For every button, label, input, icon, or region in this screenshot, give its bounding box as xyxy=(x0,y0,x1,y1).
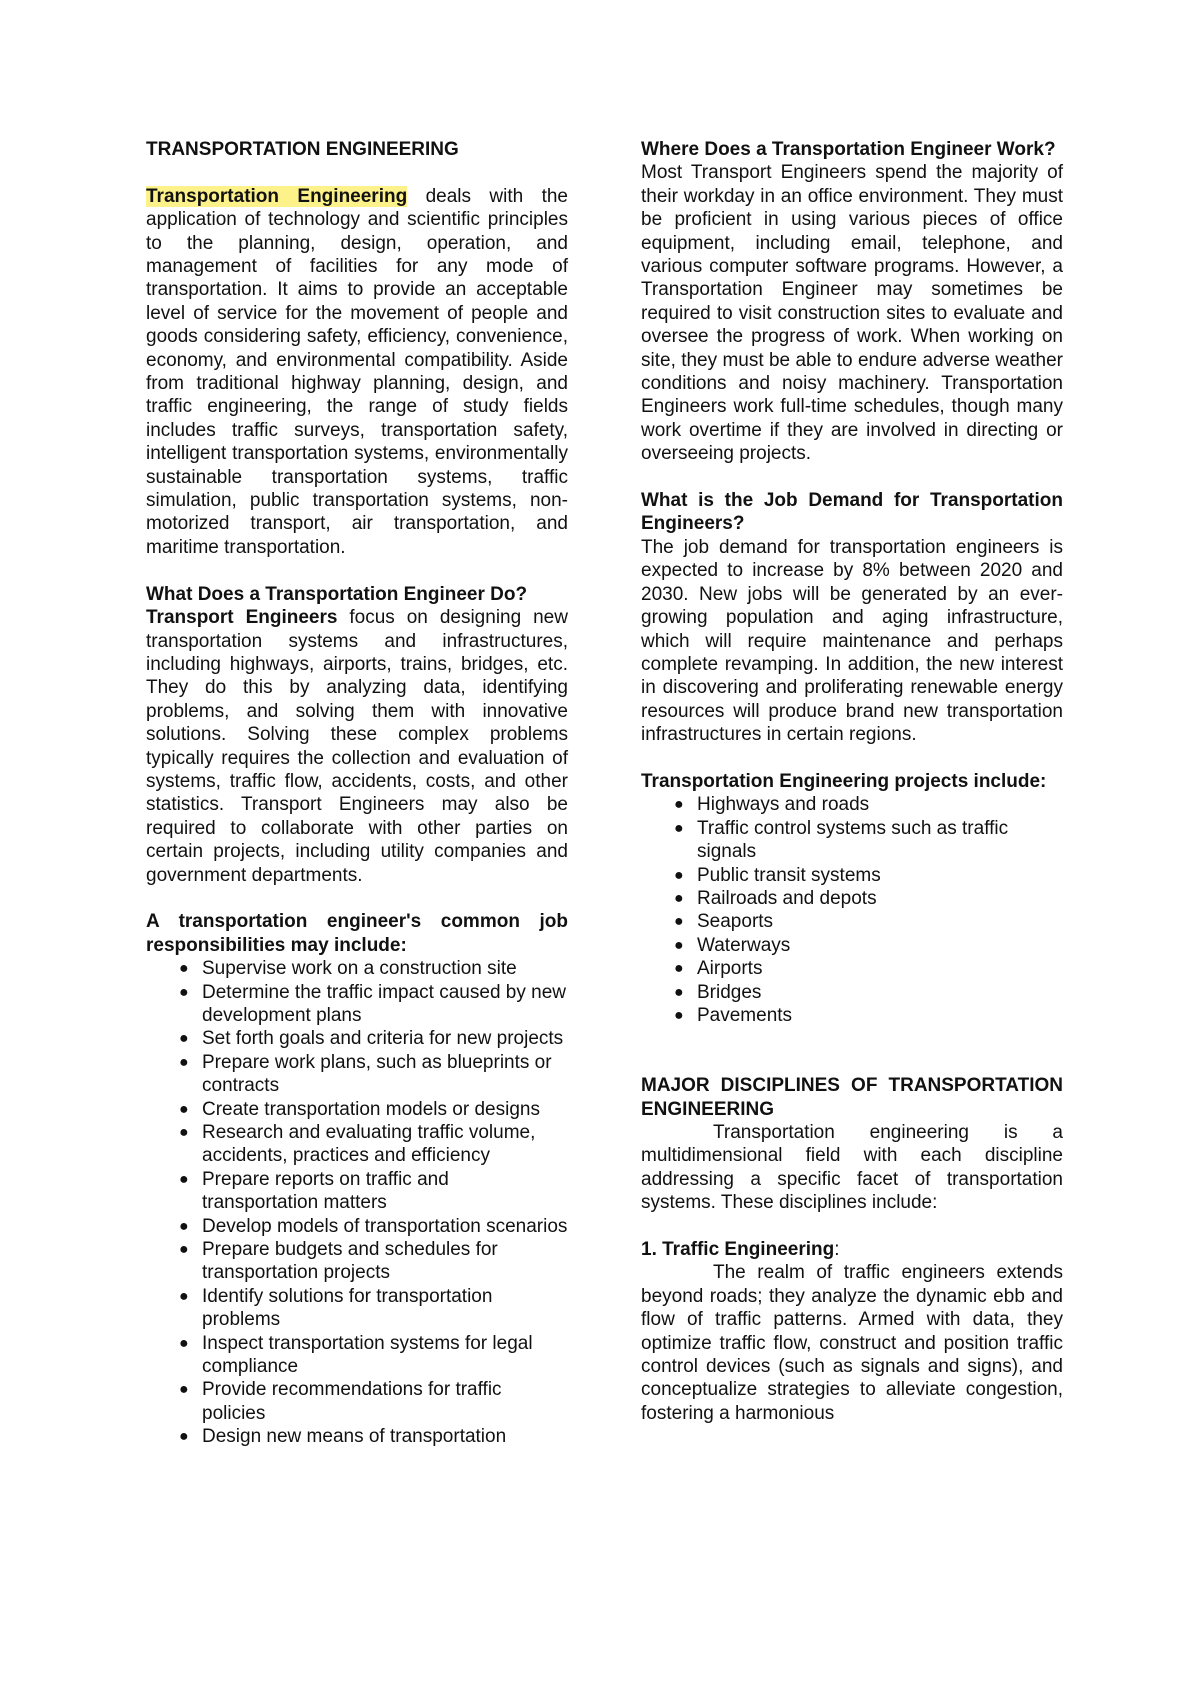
list-item: ● Pavements xyxy=(674,1005,793,1026)
document-title: TRANSPORTATION ENGINEERING xyxy=(146,139,459,160)
list-item: ● Design new means of transportation xyxy=(179,1426,507,1448)
list-item: ● Traffic control systems such as traffic signals xyxy=(674,817,1009,863)
what-do-heading: What Does a Transportation Engineer Do? xyxy=(146,583,528,605)
responsibilities-heading: A transportation engineer's common job responsibilities may include: xyxy=(146,911,568,956)
list-item: ● Set forth goals and criteria for new projects xyxy=(179,1028,564,1050)
bullet-icon: ● xyxy=(179,1241,189,1259)
left-column xyxy=(146,138,568,1449)
demand-heading: What is the Job Demand for Transportation Engineers? xyxy=(641,490,1063,535)
list-item: ● Develop models of transportation scenarios xyxy=(179,1215,568,1237)
list-item: ● Railroads and depots xyxy=(674,887,877,909)
spacer xyxy=(641,1215,1063,1238)
bullet-icon: ● xyxy=(674,819,684,837)
bullet-icon: ● xyxy=(674,960,684,978)
spacer xyxy=(146,161,568,184)
responsibilities-list xyxy=(146,957,568,1449)
spacer xyxy=(146,559,568,582)
right-column xyxy=(641,138,1063,1425)
bullet-icon: ● xyxy=(179,1124,189,1142)
intro-paragraph xyxy=(146,185,568,560)
bullet-icon: ● xyxy=(179,1381,189,1399)
list-item: ● Prepare budgets and schedules for transportation projects xyxy=(179,1239,498,1284)
spacer xyxy=(641,1027,1063,1074)
projects-heading: Transportation Engineering projects include: xyxy=(641,770,1047,792)
highlighted-term: Transportation Engineering xyxy=(146,185,408,207)
projects-list xyxy=(641,793,1063,1027)
major-disciplines-paragraph: Transportation engineering is a multidimensional field with each discipline addressing a specific facet of transportation systems. These disciplines include: xyxy=(641,1122,1063,1214)
bullet-icon: ● xyxy=(674,913,684,931)
major-disciplines-heading: MAJOR DISCIPLINES OF TRANSPORTATION ENGINEERING xyxy=(641,1075,1063,1120)
spacer xyxy=(641,466,1063,489)
traffic-engineering-paragraph: The realm of traffic engineers extends beyond roads; they analyze the dynamic ebb and flow of traffic patterns. Armed with data, they optimize traffic flow, construct and position traffic control devices (such as signals and signs), and conceptualize strategies to alleviate congestion, fostering a harmonious xyxy=(641,1262,1063,1424)
list-item: ● Supervise work on a construction site xyxy=(179,958,517,980)
list-item: ● Prepare work plans, such as blueprints or contracts xyxy=(179,1051,552,1097)
list-item: ● Create transportation models or designs xyxy=(179,1098,540,1120)
where-heading: Where Does a Transportation Engineer Work? xyxy=(641,139,1056,160)
bullet-icon: ● xyxy=(674,866,684,884)
list-item: ● Research and evaluating traffic volume, accidents, practices and efficiency xyxy=(179,1122,536,1167)
list-item: ● Airports xyxy=(674,958,763,980)
list-item: ● Provide recommendations for traffic policies xyxy=(179,1379,502,1424)
bullet-icon: ● xyxy=(179,1334,189,1352)
bullet-icon: ● xyxy=(674,796,684,814)
list-item: ● Public transit systems xyxy=(674,864,881,886)
traffic-engineering-heading: 1. Traffic Engineering: xyxy=(641,1239,840,1261)
bullet-icon: ● xyxy=(179,1428,189,1446)
bullet-icon: ● xyxy=(674,1007,684,1024)
bullet-icon: ● xyxy=(179,1030,189,1048)
what-do-text: focus on designing new transportation systems and infrastructures, including highways, airports, trains, bridges, etc. They do this by analyzing data, identifying problems, and solving them with innovative solutions. Solving these complex problems typically requires the collection and evaluation of systems, traffic flow, accidents, costs, and other statistics. Transport Engineers may also be required to collaborate with other parties on certain projects, including utility companies and government departments. xyxy=(146,607,568,886)
spacer xyxy=(146,887,568,910)
list-item: ● Determine the traffic impact caused by new development plans xyxy=(179,981,566,1026)
bullet-icon: ● xyxy=(674,983,684,1001)
bullet-icon: ● xyxy=(179,960,189,978)
bullet-icon: ● xyxy=(179,983,189,1001)
list-item: ● Seaports xyxy=(674,911,774,933)
bullet-icon: ● xyxy=(674,889,684,907)
list-item: ● Identify solutions for transportation problems xyxy=(179,1285,493,1331)
bold-term: Transport Engineers xyxy=(146,607,338,629)
what-do-paragraph xyxy=(146,606,568,887)
bullet-icon: ● xyxy=(179,1217,189,1235)
bullet-icon: ● xyxy=(179,1287,189,1305)
intro-text: deals with the application of technology and scientific principles to the planning, design, operation, and management of facilities for any mode of transportation. It aims to provide an acceptable level of service for the movement of people and goods considering safety, efficiency, convenience, economy, and environmental compatibility. Aside from traditional highway planning, design, and traffic engineering, the range of study fields includes traffic surveys, transportation safety, intelligent transportation systems, environmentally sustainable transportation systems, traffic simulation, public transportation systems, non-motorized transport, air transportation, and maritime transportation. xyxy=(146,185,569,558)
bullet-icon: ● xyxy=(674,936,684,954)
bullet-icon: ● xyxy=(179,1053,189,1071)
list-item: ● Prepare reports on traffic and transportation matters xyxy=(179,1168,449,1214)
spacer xyxy=(641,747,1063,770)
bullet-icon: ● xyxy=(179,1100,189,1118)
demand-paragraph: The job demand for transportation engineers is expected to increase by 8% between 2020 and 2030. New jobs will be generated by an ever-growing population and aging infrastructure, which will require maintenance and perhaps complete revamping. In addition, the new interest in discovering and proliferating renewable energy resources will produce brand new transportation infrastructures in certain regions. xyxy=(641,536,1063,746)
list-item: ● Waterways xyxy=(674,934,791,956)
list-item: ● Inspect transportation systems for legal compliance xyxy=(179,1332,533,1378)
list-item: ● Highways and roads xyxy=(674,794,870,816)
where-paragraph: Most Transport Engineers spend the majority of their workday in an office environment. They must be proficient in using various pieces of office equipment, including email, telephone, and various computer software programs. However, a Transportation Engineer may sometimes be required to visit construction sites to evaluate and oversee the progress of work. When working on site, they must be able to endure adverse weather conditions and noisy machinery. Transportation Engineers work full-time schedules, though many work overtime if they are involved in directing or overseeing projects. xyxy=(641,162,1063,465)
list-item: ● Bridges xyxy=(674,981,762,1003)
bullet-icon: ● xyxy=(179,1170,189,1188)
